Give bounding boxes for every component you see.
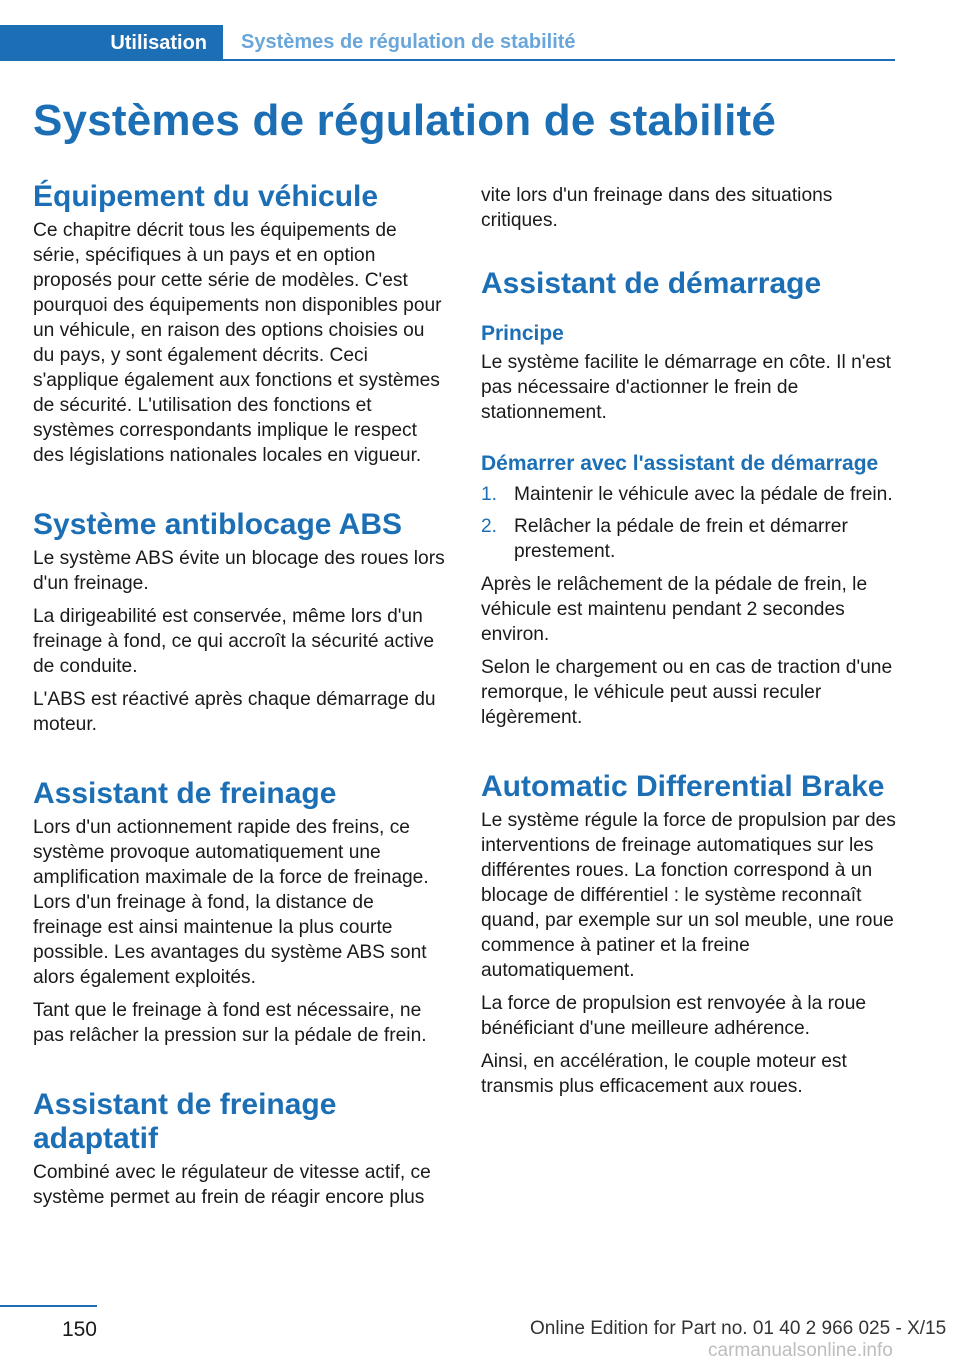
page-number: 150: [61, 1318, 97, 1341]
brake-assist-paragraph-1: Lors d'un actionnement rapide des freins, ce système provoque automatiquement une amplification maximale de la force de freinage. Lors d'un freinage à fond, la distance de freinage est ainsi maintenue la plus courte possible. Les avantages du système ABS sont alors également exploités.: [33, 817, 429, 988]
watermark: carmanualsonline.info: [708, 1340, 893, 1361]
abs-paragraph-2: La dirigeabilité est conservée, même lors d'un freinage à fond, ce qui accroît la sécurité active de conduite.: [33, 606, 435, 677]
edition-note: Online Edition for Part no. 01 40 2 966 025 - X/15: [530, 1318, 947, 1339]
list-item: [481, 514, 896, 564]
heading-adaptive-brake-assist: Assistant de freinage adaptatif: [33, 1088, 337, 1155]
step-text: Maintenir le véhicule avec la pédale de frein.: [514, 484, 893, 505]
adaptive-paragraph-1: Combiné avec le régulateur de vitesse actif, ce système permet au frein de réagir encore plus: [33, 1162, 431, 1208]
adaptive-paragraph-continued: vite lors d'un freinage dans des situations critiques.: [481, 185, 833, 231]
heading-equipment: Équipement du véhicule: [33, 180, 379, 213]
heading-brake-assist: Assistant de freinage: [33, 777, 337, 810]
page-header: [0, 25, 895, 61]
start-paragraph-2: Selon le chargement ou en cas de traction d'une remorque, le véhicule peut aussi reculer légèrement.: [481, 657, 893, 728]
page-title: Systèmes de régulation de stabilité: [33, 96, 777, 145]
heading-start-with-assist: Démarrer avec l'assistant de démarrage: [481, 452, 879, 475]
equipment-text: Ce chapitre décrit tous les équipements de série, spécifiques à un pays et en option proposés pour cette série de modèles. C'est pourquoi des équipements non disponibles pour un véhicule, en raison des options choisies ou du pays, y sont également décrits. Ceci s'applique également aux fonctions et systèmes de sécurité. L'utilisation des fonctions et systèmes correspondants implique le respect des législations nationales locales en vigueur.: [33, 220, 442, 466]
adb-paragraph-1: Le système régule la force de propulsion par des interventions de freinage automatiques sur les différentes roues. La fonction correspond à un blocage de différentiel : le système reconnaît quand, par exemple sur un sol meuble, une roue commence à patiner et la freine automatiquement.: [481, 810, 896, 981]
right-column: [481, 183, 896, 1107]
abs-paragraph-3: L'ABS est réactivé après chaque démarrage du moteur.: [33, 689, 436, 735]
start-paragraph-1: Après le relâchement de la pédale de frein, le véhicule est maintenu pendant 2 secondes environ.: [481, 574, 868, 645]
adb-paragraph-3: Ainsi, en accélération, le couple moteur est transmis plus efficacement aux roues.: [481, 1051, 847, 1097]
heading-abs: Système antiblocage ABS: [33, 508, 403, 541]
principle-text: Le système facilite le démarrage en côte. Il n'est pas nécessaire d'actionner le frein de stationnement.: [481, 352, 892, 423]
heading-automatic-differential-brake: Automatic Differential Brake: [481, 770, 885, 803]
heading-start-assist: Assistant de démarrage: [481, 267, 822, 300]
brake-assist-paragraph-2: Tant que le freinage à fond est nécessaire, ne pas relâcher la pression sur la pédale de frein.: [33, 1000, 427, 1046]
breadcrumb[interactable]: Systèmes de régulation de stabilité: [241, 31, 576, 53]
abs-paragraph-1: Le système ABS évite un blocage des roues lors d'un freinage.: [33, 548, 445, 594]
step-number: 2.: [481, 516, 498, 537]
left-column: [33, 180, 448, 1218]
header-rule: [223, 59, 895, 61]
list-item: [481, 482, 896, 507]
steps-list: [481, 482, 896, 564]
section-tab[interactable]: Utilisation: [0, 25, 223, 61]
step-text: Relâcher la pédale de frein et démarrer prestement.: [514, 516, 848, 562]
adb-paragraph-2: La force de propulsion est renvoyée à la roue bénéficiant d'une meilleure adhérence.: [481, 993, 867, 1039]
heading-principle: Principe: [481, 322, 564, 345]
step-number: 1.: [481, 484, 498, 505]
footer-rule: [0, 1305, 97, 1307]
